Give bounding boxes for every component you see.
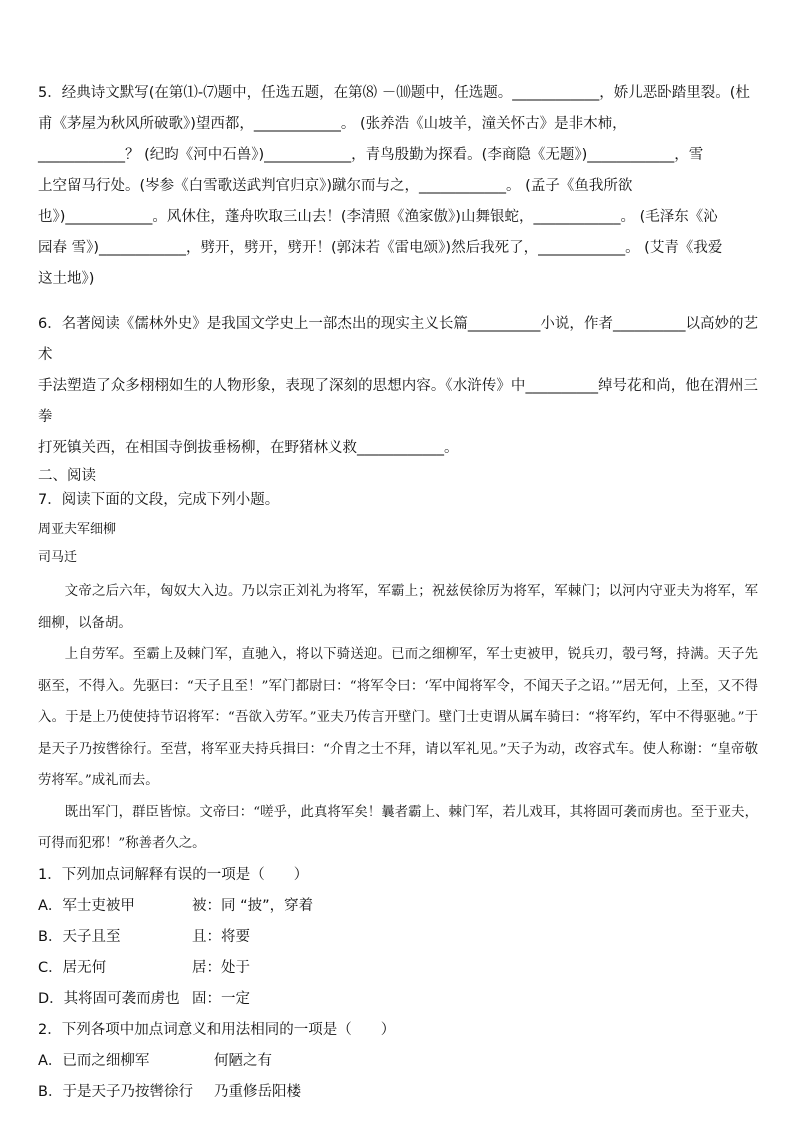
section-title: 二、阅读 bbox=[38, 468, 96, 484]
question-7 bbox=[38, 488, 758, 860]
sub-question-1 bbox=[38, 860, 758, 1015]
q5-line: 也》)____________。风休住，蓬舟吹取三山去！(李清照《渔家傲》)山舞银蛇，____________。 (毛泽东《沁 bbox=[38, 209, 718, 225]
option-label: B．天子且至 bbox=[38, 928, 121, 945]
option-label: D．其将固可袭而虏也 bbox=[38, 990, 180, 1007]
sub2-stem: 2．下列各项中加点词意义和用法相同的一项是（ ） bbox=[38, 1021, 396, 1038]
passage-title: 周亚夫军细柳 bbox=[38, 522, 117, 537]
q5-line: 这土地》) bbox=[38, 271, 95, 287]
question-5 bbox=[38, 78, 758, 295]
exam-page bbox=[38, 78, 758, 1108]
option-a[interactable] bbox=[38, 1046, 758, 1077]
question-6 bbox=[38, 309, 758, 464]
passage-paragraph: 上自劳军。至霸上及棘门军，直驰入，将以下骑送迎。已而之细柳军，军士吏被甲，锐兵刃，彀弓弩，持满。天子先驱至，不得入。先驱曰：“天子且至！”军门都尉曰：“将军令曰：‘军中闻将军令，不闻天子之诏。’”居无何，上至，又不得入。于是上乃使使持节诏将军：“吾欲入劳军。”亚夫乃传言开壁门。壁门士吏谓从属车骑曰：“将军约，军中不得驱驰。”于是天子乃按辔徐行。至营，将军亚夫持兵揖曰：“介胄之士不拜，请以军礼见。”天子为动，改容式车。使人称谢：“皇帝敬劳将军。”成礼而去。 bbox=[38, 647, 758, 788]
passage-author: 司马迁 bbox=[38, 550, 78, 565]
q6-line: 手法塑造了众多栩栩如生的人物形象，表现了深刻的思想内容。《水浒传》中__________绰号花和尚，他在渭州三拳 bbox=[38, 378, 758, 425]
option-explanation: 固：一定 bbox=[192, 990, 250, 1007]
option-label: A．已而之细柳军 bbox=[38, 1052, 150, 1069]
q7-instruction: 7．阅读下面的文段，完成下列小题。 bbox=[38, 492, 280, 508]
q5-line: 甫《茅屋为秋风所破歌》)望西都，____________。 (张养浩《山坡羊，潼关怀古》是非木柿， bbox=[38, 116, 627, 132]
option-label: B．于是天子乃按辔徐行 bbox=[38, 1083, 193, 1100]
q5-line: ____________？ (纪昀《河中石兽》)____________，青鸟殷勤为探看。(李商隐《无题》)____________，雪 bbox=[38, 147, 704, 163]
q5-line: 5．经典诗文默写(在第⑴-⑺题中，任选五题，在第⑻ －⑽题中，任选题。____________，娇儿恶卧踏里裂。(杜 bbox=[38, 85, 750, 101]
passage-paragraph: 既出军门，群臣皆惊。文帝曰：“嗟乎，此真将军矣！曩者霸上、棘门军，若儿戏耳，其将固可袭而虏也。至于亚夫，可得而犯邪！”称善者久之。 bbox=[38, 804, 758, 851]
sub1-stem: 1．下列加点词解释有误的一项是（ ） bbox=[38, 866, 309, 883]
option-explanation: 居：处于 bbox=[192, 959, 250, 976]
q5-line: 园春 雪》)____________，劈开，劈开，劈开！(郭沫若《雷电颂》)然后我死了，____________。 (艾青《我爱 bbox=[38, 240, 723, 256]
passage-paragraph: 文帝之后六年，匈奴大入边。乃以宗正刘礼为将军，军霸上；祝兹侯徐厉为将军，军棘门；以河内守亚夫为将军，军细柳，以备胡。 bbox=[38, 584, 758, 631]
option-b[interactable] bbox=[38, 922, 758, 953]
option-explanation: 何陋之有 bbox=[214, 1052, 272, 1069]
option-explanation: 乃重修岳阳楼 bbox=[214, 1083, 301, 1100]
q5-line: 上空留马行处。(岑参《白雪歌送武判官归京》)蹴尔而与之，____________。 (孟子《鱼我所欲 bbox=[38, 178, 633, 194]
option-label: A．军士吏被甲 bbox=[38, 897, 135, 914]
option-d[interactable] bbox=[38, 984, 758, 1015]
option-label: C．居无何 bbox=[38, 959, 107, 976]
q6-line: 打死镇关西，在相国寺倒拔垂杨柳，在野猪林义救____________。 bbox=[38, 440, 459, 456]
sub-question-2 bbox=[38, 1015, 758, 1108]
option-a[interactable] bbox=[38, 891, 758, 922]
option-c[interactable] bbox=[38, 953, 758, 984]
q6-line: 6．名著阅读《儒林外史》是我国文学史上一部杰出的现实主义长篇__________小说，作者__________以高妙的艺术 bbox=[38, 316, 758, 363]
option-explanation: 且：将要 bbox=[192, 928, 250, 945]
option-b[interactable] bbox=[38, 1077, 758, 1108]
option-explanation: 被：同 “披”，穿着 bbox=[192, 897, 314, 914]
